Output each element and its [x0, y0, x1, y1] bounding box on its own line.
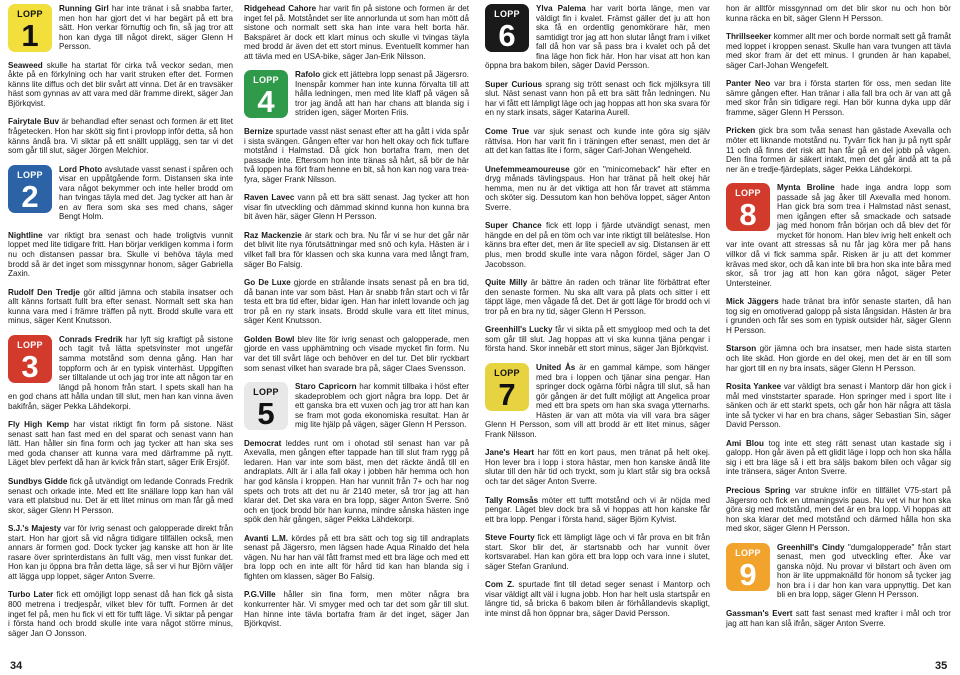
- horse-comment: fick ett omöjligt lopp senast då han fick gå sista 800 metrena i tredjespår, vilket blev för tufft. Formen är det inget fel på, men hu fick vi ett för tufft läge. Vi siktar på pengar i första hand och brodd skulle inte vara något större minus, säger Jan O Jonsson.: [8, 590, 233, 638]
- race-6-badge: [485, 4, 529, 52]
- horse-name: Ylva Palema: [536, 4, 586, 13]
- horse-paragraph: [8, 288, 233, 326]
- horse-name: Golden Bowl: [244, 334, 295, 344]
- lopp-label: LOPP: [494, 9, 520, 19]
- horse-name: Steve Fourty: [485, 533, 535, 543]
- lopp-label: LOPP: [494, 367, 520, 378]
- horse-paragraph: [726, 126, 951, 174]
- horse-name: Avanti L.M.: [244, 533, 289, 543]
- page-number-left: 34: [10, 660, 23, 672]
- horse-name: Com Z.: [485, 580, 515, 590]
- race-2-badge: [8, 165, 52, 213]
- horse-comment: hon är alltför missgynnad om det blir skor nu och hon bör kunna räcka en bit, säger Glenn H Persson.: [726, 4, 951, 23]
- lopp-label: LOPP: [253, 75, 279, 86]
- horse-comment: gör en "minicomeback" här efter en dryg månads tävlingspaus. Hon har tränat på helt okej här hemma, men nu är det viktiga att hon får travet att stämma och sköter sig. Dessutom kan hon behöva loppet, säger Anton Sverre.: [485, 164, 710, 212]
- horse-name: Bernize: [244, 127, 274, 137]
- horse-name: Come True: [485, 127, 530, 137]
- horse-paragraph: [244, 534, 469, 582]
- horse-paragraph: [244, 193, 469, 222]
- horse-comment: var strukne inför en tillfället V75-start på Jägersro och fick en utmaningsvis paus. Nu vet vi hur hon ska göra sig med motstånd, men det är en bra lopp. Vi hoppas att hon ska klarar det med motstånd och därmed hålla hon ska med skor, säger Glenn H Persson.: [726, 485, 951, 534]
- horse-paragraph: [8, 231, 233, 279]
- horse-name: Raven Lavec: [244, 193, 295, 203]
- horse-paragraph: [8, 420, 233, 468]
- horse-comment: var sjuk senast och kunde inte göra sig själv rättvisa. Hon har varit fin i träningen efter senast, men det är att det kan fattas lite i form, säger Carl-Johan Wengeheld.: [485, 127, 711, 156]
- horse-name: Nightline: [8, 230, 43, 240]
- horse-paragraph: [726, 486, 951, 534]
- horse-paragraph: [244, 439, 469, 525]
- horse-paragraph: [726, 32, 951, 70]
- horse-paragraph: [485, 533, 710, 571]
- race-1-badge: [8, 4, 52, 52]
- race-number: 2: [21, 178, 39, 213]
- horse-comment: skulle ha startat för cirka två veckor sedan, men åkte på en förkylning och har varit struken efter det. Formen känns lite diffus och det blir svårt att vinna. Det är en travsäker häst som gynnas av att vara med där framme direkt, säger Jan Björkqvist.: [8, 60, 233, 108]
- horse-name: Fly High Kemp: [8, 420, 70, 430]
- horse-paragraph: [726, 609, 951, 628]
- race-5-badge: [244, 382, 288, 430]
- horse-name: Raz Mackenzie: [244, 230, 302, 240]
- horse-paragraph: [244, 127, 469, 184]
- horse-comment: spurtade vasst näst senast efter att ha gått i vida spår i sista svängen. Gången efter var hon helt okay och fick tuffare motstånd i Halmstad. Då gick hon bortafra fram, men det passade inte. Eftersom hon inte tränas så hårt, så bör de här två loppen ha fört fram henne en bit, så hon kan nog vara trea-fyra, säger Frank Nilsson.: [244, 127, 470, 184]
- horse-name: Super Curious: [485, 79, 543, 89]
- race-number: 9: [739, 556, 757, 591]
- race-8-badge: [726, 183, 770, 231]
- horse-name: Super Chance: [485, 221, 542, 231]
- horse-name: Tally Romsås: [485, 495, 539, 505]
- horse-comment: håller sin fina form, men möter några bra konkurrenter här. Vi smyger med och tar det som går till slut. Han hinne inte tävla bortafra fram är det inget, säger Jan Björkqvist.: [244, 590, 470, 629]
- horse-comment: har kommit tillbaka i höst efter skadeproblem och gjort några bra lopp. Det är ett ganska bra ett vuxen och jag tror att han kan se fram mot goda ekonomiska resultat. Han är mig lite hjälp på vägen, säger Glenn H Persson.: [295, 382, 469, 430]
- race-number: 5: [257, 396, 275, 431]
- lopp-label: LOPP: [17, 9, 43, 19]
- horse-comment: möter ett tufft motstånd och vi är nöjda med pengar. Läget blev dock bra så vi hoppas att hon kanske får ett bra lopp. Pengar i första hand, säger Björn Kylvist.: [485, 495, 710, 524]
- horse-name: Running Girl: [59, 4, 109, 13]
- horse-name: Quite Milly: [485, 278, 528, 288]
- horse-paragraph: [726, 297, 951, 335]
- horse-name: P.G.Ville: [244, 590, 276, 600]
- horse-name: Sundbys Gidde: [8, 476, 68, 486]
- horse-paragraph: [485, 165, 710, 213]
- horse-comment: fick ett lämpligt läge och vi får prova en bit från start. Skor blir det, är startsnabb och har vunnit över kortsvarabel. Han kan göra ett bra lopp och vara inne i slutet, säger Stefan Granlund.: [485, 533, 711, 571]
- horse-comment: får vi sikta på ett smygloop med och ta det som går till slut. Jag hoppas att vi ska kunna tjäna pengar i första hand. Skor innebär ett stort minus, säger Jan Björkqvist.: [485, 325, 711, 354]
- horse-comment: gör jämna och bra insatser, men hade sista starten och lite skäd. Hon gjorde en del okej, men det är en till som har gjort till en ny bra insats, säger Glenn H Persson.: [726, 344, 952, 373]
- horse-name: Conrads Fredrik: [59, 334, 123, 344]
- horse-paragraph: [8, 117, 233, 155]
- horse-paragraph: [726, 344, 951, 373]
- horse-name: Gassman's Evert: [726, 608, 793, 618]
- lopp-label: LOPP: [735, 188, 761, 199]
- horse-comment: har varit fin på sistone och formen är det inget fel på. Motståndet ser lite annorlunda ut som han mött då sistone och normalt sett ska han inte vara helt borta här. Bakspäret är dock ett klart minus och skulle vi tvingas täyla med brodd är även det ett stort minus. Eventuellt kommer han att tävla med en USA-bike, säger Jan-Erik Nilsson.: [244, 4, 469, 61]
- horse-comment: tog inte ett steg rätt senast utan kastade sig i galopp. Hon går även på ett glidit läge i lopp och hon ska hålla sig i ett bra läge så i ett bra säljs bakom bilen och vågar sig inte tränsera, säger Anton Sverre.: [726, 438, 952, 477]
- horse-comment: avslutade vasst senast i spåren och visar en uppåtgående form. Distansen ska inte vara något bekymmer och inte heller brodd om han tvingas täyla med det. Jag tycker att han är en av flera som ska ses med chans, säger Bengt Holm.: [59, 164, 234, 222]
- horse-paragraph: [726, 79, 951, 117]
- race-number: 1: [21, 18, 39, 52]
- race-3-badge: [8, 335, 52, 383]
- horse-paragraph: [726, 382, 951, 430]
- column-4: [726, 4, 951, 637]
- lopp-label: LOPP: [735, 547, 761, 558]
- race-4-badge: [244, 70, 288, 118]
- horse-comment: var för ivrig senast och galopperade direkt från start. Hon har gjort så vid några tidigare tillfällen också, men annars är formen god. Dock tycker jag kanske att hon är lite rasare över sprinterdistans än fullt väg, men visst funkar det. Hon kan ju öppna bra från detta läge, så ser vi hur Björn väljer att lägga upp loppet, säger Anton Sverre.: [8, 524, 233, 581]
- horse-comment: "dumgalopperade" från start senast, men god utveckling efter. Åke var ganska nöjd. Nu provar vi bilstart och även om hon är lite uppmaknälld för honom så tycker jag hon bra i i dar hon kan vara uppnyttig. Det kan bli en bra lopp, säger Glenn H Persson.: [777, 542, 951, 600]
- horse-comment: är bättre än raden och tränar lite förbättrat efter den senaste formen. Nu ska allt vara på plats och sitter i ett täppt läge, men vågade få det. Det är gott läge för brodd och vi tror på en bra ny tid, säger Glenn H Persson.: [485, 278, 710, 316]
- race-number: 8: [739, 197, 757, 232]
- horse-comment: har inte tränat i så snabba farter, men hon har gjort det vi har begärt på ett bra sätt. Hon verkar förnuftig och fin, så jag tror att hon kan dyga till något direkt, säger Glenn H Persson.: [59, 4, 233, 52]
- horse-comment: sprang sig trött senast och fick mjölksyra till slut. Näst senast vann hon på ett bra sätt från ledningen. Nu har vi fått ett lämpligt läge och jag hoppas att hon ska svara för en ny stark insats, säger Katarina Aurell.: [485, 79, 711, 118]
- race-number: 7: [498, 376, 516, 411]
- horse-comment: var bra i första starten för oss, men sedan lite sämre gången efter. Han tränar i alla fall bra och är van att gå med skor från sin tidigare regi. Han bör kunna dyka upp där framme, säger Glenn H Persson.: [726, 79, 952, 117]
- horse-comment: är behandlad efter senast och formen är ett litet frågetecken. Hon har skött sig fint i provlopp inför detta, så hon känns ändå bra. Vi siktar på ett snällt upplägg, sen tar vi det som går till slut, säger Jörgen Melchior.: [8, 117, 233, 156]
- horse-comment: spurtade fint till detad seger senast i Mantorp och visar väldigt allt väl i lugna jobb. Hon har helt usla startspår en längre tid, så bricka 6 bakom bilen är förhållandevis skapligt, inte minst då hon öppnar bra, säger David Persson.: [485, 580, 710, 618]
- horse-paragraph: [485, 496, 710, 525]
- horse-comment: hade inga andra lopp som passade så jag åker till Axevalla med honom. Han gick bra som trea i Halmstad näst senast, men igången efter så smackade och satsade jag med honom från början och då blev det för mycket för honom. Han blev ivrig helt enkelt och var inte ovant att stressas så nu får jag köra mer på hans villkor då vi fick samma spår. Risken är ju att det kommer krävas med skor, och då kan inte bli bra hon ska inte båra med skor, så tror jag att hon kan göra något, säger Peter Untersteiner.: [726, 183, 951, 288]
- horse-name: Turbo Later: [8, 590, 54, 600]
- race-number: 6: [498, 18, 516, 52]
- horse-paragraph: [726, 439, 951, 477]
- horse-comment: har varit borta länge, men var väldigt fin i kvalet. Främst gäller det ju att hon ska få en ordentlig genomkörare här, men samtidigt tror jag att hon slutar långt fram i vilket fall då hon var så pass bra i kvalet och på det fina läge hon fick här. Hon har visat att hon kan öppna bra bakom bilen, säger David Persson.: [485, 4, 710, 71]
- horse-name: Panter Neo: [726, 79, 771, 89]
- horse-name: Starson: [726, 344, 757, 354]
- lopp-label: LOPP: [253, 387, 279, 398]
- horse-name: Greenhill's Cindy: [777, 542, 845, 552]
- horse-name: Fairytale Buv: [8, 117, 60, 127]
- horse-comment: är en gammal kämpe, som hänger med bra i loppen och tjänar sina pengar. Han springer dock ogärna förbi några till slut, så han gör gången är det fullt möjligt att Angelica proar med ett bra spets om han ska svaga ytternarhs. Hästen är van att möta via vill vara bra säger Glenn H Persson, som vill att brodd är ett litet minus, säger Frank Nilsson.: [485, 362, 711, 439]
- horse-comment: är stark och bra. Nu får vi se hur det går när det blivit lite nya förutsättningar med snö och kyla. Hästen är i vilket fall bra för klassen och ska kunna vara med långt fram, säger Bo Falsig.: [244, 230, 470, 269]
- race-9-badge: [726, 543, 770, 591]
- horse-paragraph: [485, 580, 710, 618]
- horse-comment: var riktigt bra senast och hade troligtvis vunnit loppet med lite tidigare fritt. Han börjar verkligen komma i form nu och distansen passar bra. Skulle vi behöva täyla med brodd så är det inget som missgynnar honom, säger Gabriella Zaxin.: [8, 230, 234, 279]
- horse-paragraph: [244, 4, 469, 61]
- horse-name: Democrat: [244, 438, 282, 448]
- horse-name: Ami Blou: [726, 438, 764, 448]
- horse-name: Rudolf Den Tredje: [8, 287, 80, 297]
- horse-paragraph: [485, 278, 710, 316]
- horse-name: Thrillseeker: [726, 32, 772, 42]
- horse-name: Rafolo: [295, 70, 321, 80]
- horse-comment: fick ett lopp i fjärde utvändigt senast, men hängde en del på en töm och var inte riktigt till beläteslse. Hon känns bra efter det, men är lite speciell av sig. Distansen är ett plus, men brodd skulle inte vara någon fördel, säger Jan O Jacobsson.: [485, 221, 710, 269]
- column-3: [485, 4, 710, 628]
- horse-paragraph: [485, 127, 710, 156]
- horse-name: Lord Photo: [59, 164, 103, 174]
- horse-name: Seaweed: [8, 60, 43, 70]
- horse-paragraph: [244, 278, 469, 326]
- horse-comment: satt fast senast med krafter i mål och tror jag att han kan slå ifrån, säger Anton Sverre.: [726, 608, 951, 628]
- horse-comment: gör alltid jämna och stabila insatser och allt känns fortsatt fullt bra efter senast. Normalt sett ska han kunna vara med i främre träffen på nytt. Brodd skulle vara ett minus, säger Kent Knutsson.: [8, 287, 233, 326]
- horse-comment: var väldigt bra senast i Mantorp där hon gick i mål med vinststarter sparade. Hon springer med i sport lite i sänken och är ett starkt spets, och går hon här några att täsla inte så tycker vi har en bra chans, säger Sebastian Sin, säger David Persson.: [726, 382, 952, 430]
- horse-comment: hade tränat bra inför senaste starten, då han tog sig en omotiverad galopp på sista långsidan. Hästen är bra i grunden och får ses som en typisk outsider här, säger Glenn H Persson.: [726, 297, 952, 335]
- lopp-label: LOPP: [17, 339, 43, 350]
- horse-name: Mick Jäggers: [726, 297, 779, 307]
- horse-paragraph: [8, 477, 233, 515]
- horse-comment: har lyft sig kraftigt på sistone och tagit två lätta spetsvinster mot ungefär samma motstånd som denna gång. Han har toppform och är en typisk vinterhäst. Uppgiften ser tilltalande ut och jag tror inte att någon tar en längd på honom från start. I spets skall han ha en god chans att hålla undan till slut, men han kan vinna även bakifrån, säger Pekka Lähdekorpi.: [8, 334, 233, 411]
- lopp-label: LOPP: [17, 169, 43, 180]
- horse-name: Rosita Yankee: [726, 382, 782, 392]
- horse-comment: gick ett jättebra lopp senast på Jägersro. Inenspår kommer han inte kunna förvalta till att hålla ledningen, men med lite klaff på vägen så tror jag ändå att han har chans att blanda sig i striden igen, säger Morten Friis.: [295, 70, 470, 118]
- horse-name: Staro Capricorn: [295, 382, 357, 392]
- horse-name: Unefemmeamoureuse: [485, 164, 570, 174]
- horse-paragraph: [8, 61, 233, 109]
- horse-comment: kördes på ett bra sätt och tog sig till andraplats senast på Jägersro, men lägsen hade Aqua Rinaldo det hela vägen. Nu har han väl fått framst med ett bra läge och med ett bra lopp och en inte allt för hård tid kan han blanda sig i fighten om klassen, säger Bo Falsig.: [244, 533, 469, 581]
- horse-paragraph: [485, 221, 710, 269]
- horse-name: S.J.'s Majesty: [8, 524, 62, 534]
- horse-comment: gick bra som tvåa senast han gästade Axevalla och möter ett liknande motstånd nu. Tyvärr fick han ju på nytt spår 11 och då finns det risk att han får gå en del jobb på vägen. Den fina formen är säkert intakt, men det går ändå att ta på ner än e tredje-fjärdeplats, säger Pekka Lähdekorpi.: [726, 126, 951, 174]
- page-number-right: 35: [935, 660, 948, 672]
- horse-comment: leddes runt om i ohotad stil senast han var på Axevalla, men gången efter tappade han till slut fram rygg på ledaren. Han var inte som bäst, men det räckte ändå till en andraplats. Allt är i alla fall okay i jobben här hemma och hon har god känsla i kroppen. Han har vunnit från 7+ och har nog spets och trots att det nu är 2140 meter, så tror jag att han klarar det. Det ska vara en bra lopp, säger Anton Sverre. Snö och en tjock brodd bör han kunna, mindre sånska hästen inge spök den här gången, säger Pekka Lähdekorpi.: [244, 438, 470, 525]
- horse-comment: har fött en kort paus, men tränat på helt okej. Hon lever bra i lopp i stora hästar, men hon kanske ändå lite slutar till den här tid och tryckt, som ju klart står sig bra också och tar det säger Anton Sverre.: [485, 448, 710, 486]
- column-1: [8, 4, 233, 647]
- horse-name: Greenhill's Lucky: [485, 325, 553, 335]
- horse-paragraph: [244, 231, 469, 269]
- horse-paragraph: [8, 590, 233, 638]
- horse-comment: har vistat riktigt fin form på sistone. Näst senast satt han fast med en del sparat och senast vann han lätt. Han håller sin fina form och jag tycker att han ska ses med goda chanser att kunna vara med därframme på nytt. Läget blev perfekt då han är kvick från start, säger Erik Ersjöf.: [8, 420, 233, 468]
- horse-paragraph: [485, 448, 710, 486]
- horse-comment: vann på ett bra sätt senast. Jag tycker att hon visar fin utveckling och dämmad skinnd kunna hon kunna bra bit även här, säger Glenn H Persson.: [244, 193, 469, 222]
- race-7-badge: [485, 363, 529, 411]
- horse-paragraph: [244, 590, 469, 628]
- horse-comment: gjorde en strålande insats senast på en bra tid, då banan inte var som bäst. Han är snabb från start och vi får testa ett bra tid efter, bidar igen. Han har inlett lovande och jag tror på en ny stark insats. Brodd skulle vara ett litet minus, säger Kent Knutsson.: [244, 278, 470, 326]
- horse-name: Ridgehead Cahore: [244, 4, 317, 13]
- horse-comment: kommer allt mer och borde normalt sett gå framåt med loppet i kroppen senast. Skulle han vara tvungen att tävla med skor fram är det ett minus. I grunden är han kapabel, säger Carl-Johan Wengefelt.: [726, 32, 952, 70]
- horse-comment: fick gå utvändigt om ledande Conrads Fredrik senast och orkade inte. Med ett lite snällare lopp kan han väl vara ett platsbud nu. Det är ett litet minus om man får gå med skor, säger Glenn H Persson.: [8, 476, 233, 515]
- horse-paragraph: [8, 524, 233, 581]
- race-number: 3: [21, 348, 39, 383]
- horse-name: Pricken: [726, 126, 756, 136]
- race-number: 4: [257, 84, 275, 119]
- horse-name: United Ås: [536, 362, 576, 372]
- horse-paragraph: [485, 325, 710, 354]
- horse-paragraph: [726, 4, 951, 23]
- horse-paragraph: [485, 80, 710, 118]
- horse-name: Jane's Heart: [485, 448, 535, 458]
- horse-comment: blev lite för ivrig senast och galopperade, men gjorde en vass upphämtning och visade mycket fin form. Nu var det till svårt läge och behöver en del tur. Det blir ryckbart som senast vilket han svarade bra på, säger Claes Svensson.: [244, 334, 469, 373]
- horse-name: Go De Luxe: [244, 278, 291, 288]
- horse-name: Precious Spring: [726, 485, 791, 495]
- column-2: [244, 4, 469, 638]
- horse-paragraph: [244, 335, 469, 373]
- horse-name: Mynta Broline: [777, 183, 835, 193]
